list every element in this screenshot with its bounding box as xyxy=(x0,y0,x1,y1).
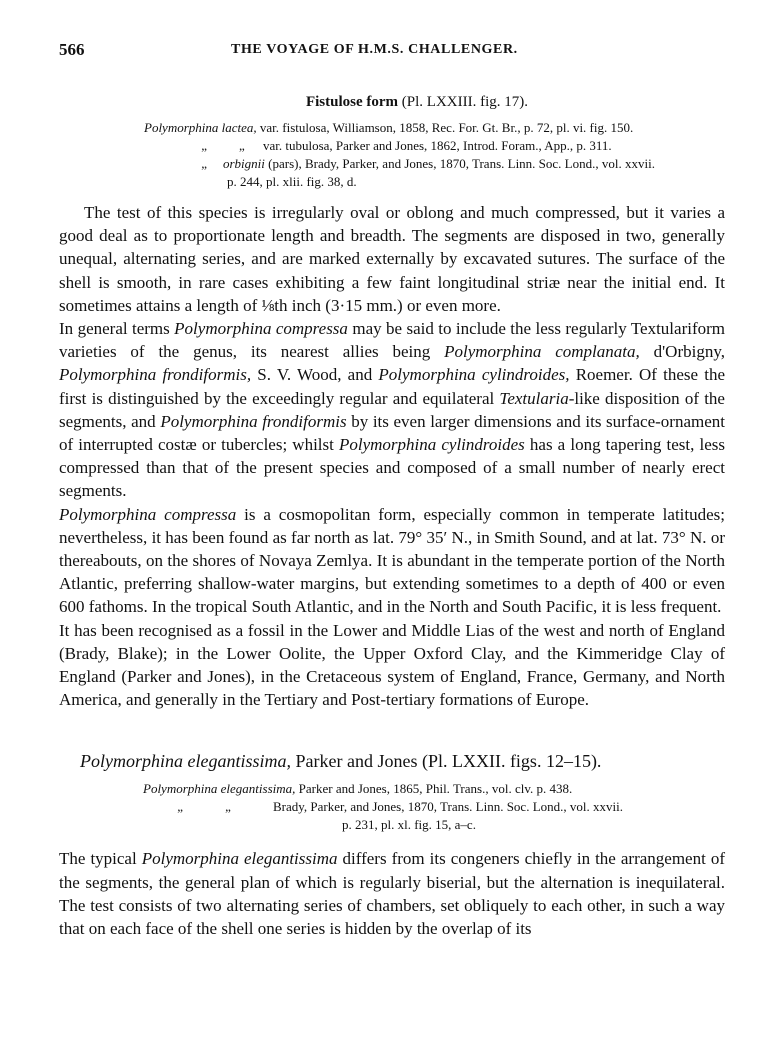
page xyxy=(59,40,725,940)
ditto-mark: „ xyxy=(239,138,245,153)
species-name: Polymorphina elegantissima, xyxy=(80,751,291,772)
synonym-line xyxy=(59,137,725,155)
synonym-name: orbignii xyxy=(223,156,265,171)
synonym-citation: p. 231, pl. xl. fig. 15, a–c. xyxy=(342,817,476,833)
ditto-mark: „ xyxy=(225,799,231,815)
ditto-mark: „ xyxy=(201,138,207,153)
paragraph: It has been recognised as a fossil in the Lower and Middle Lias of the west and north of England (Brady, Blake); in the Lower Oolite, the Upper Oxford Clay, and the Kimmeridge Clay of England (Parker and Jones), in the Cretaceous system of England, France, Germany, and North America, and generally in the Tertiary and Post-tertiary formations of Europe. xyxy=(59,620,725,710)
synonym-citation: var. tubulosa, Parker and Jones, 1862, Introd. Foram., App., p. 311. xyxy=(263,138,612,153)
synonym-name: Polymorphina elegantissima, xyxy=(143,781,296,797)
synonym-citation: p. 244, pl. xlii. fig. 38, d. xyxy=(227,174,357,189)
page-number: 566 xyxy=(59,40,85,59)
page-header xyxy=(59,40,725,62)
fistulose-heading-bold: Fistulose form xyxy=(305,94,399,110)
synonym-line xyxy=(59,173,725,191)
elegantissima-synonymy xyxy=(59,780,725,834)
fistulose-synonymy xyxy=(59,119,725,191)
synonym-line xyxy=(59,780,725,798)
paragraph: In general terms Polymorphina compressa may be said to include the less regularly Textulariform varieties of the genus, its nearest allies being Polymorphina complanata, d'Orbigny, Polymorphina frondiformis, S. V. Wood, and Polymorphina cylindroides, Roemer. Of these the first is distinguished by the exceedingly regular and equilateral Textularia-like disposition of the segments, and Polymorphina frondiformis by its even larger dimensions and its surface-ornament of interrupted costæ or tubercles; whilst Polymorphina cylindroides has a long tapering test, less compressed than that of the present species and composed of a small number of nearly erect segments. xyxy=(59,319,726,501)
synonym-line xyxy=(59,119,725,137)
fistulose-heading xyxy=(59,94,725,111)
synonym-citation: var. fistulosa, Williamson, 1858, Rec. For. Gt. Br., p. 72, pl. vi. fig. 150. xyxy=(256,120,634,135)
synonym-line xyxy=(59,816,725,834)
running-title: THE VOYAGE OF H.M.S. CHALLENGER. xyxy=(231,42,518,57)
synonym-name: Polymorphina lactea, xyxy=(144,120,257,135)
synonym-citation: Parker and Jones, 1865, Phil. Trans., vol. clv. p. 438. xyxy=(295,781,573,797)
paragraph: The typical Polymorphina elegantissima differs from its congeners chiefly in the arrangement of the segments, the general plan of which is regularly biserial, but the alternation is inequilateral. The test consists of two alternating series of chambers, set obliquely to each other, in such a way that on each face of the shell one series is hidden by the overlap of its xyxy=(59,849,725,939)
paragraph: The test of this species is irregularly oval or oblong and much compressed, but it varies a good deal as to proportionate length and breadth. The segments are disposed in two, generally unequal, alternating series, and are marked externally by excavated sutures. The surface of the shell is smooth, in rare cases exhibiting a few faint longitudinal striæ near the initial end. It sometimes attains a length of ⅛th inch (3·15 mm.) or even more. xyxy=(59,203,725,315)
fistulose-heading-ref: (Pl. LXXIII. fig. 17). xyxy=(398,94,529,110)
species-authority: Parker and Jones (Pl. LXXII. figs. 12–15). xyxy=(290,751,602,772)
ditto-mark: „ xyxy=(177,799,183,815)
species-heading xyxy=(59,751,725,772)
synonym-line xyxy=(59,155,725,173)
paragraph: Polymorphina compressa is a cosmopolitan form, especially common in temperate latitudes; nevertheless, it has been found as far north as lat. 79° 35′ N., in Smith Sound, and at lat. 73° N. or thereabouts, on the shores of Novaya Zemlya. It is abundant in the temperate portion of the North Atlantic, preferring shallow-water margins, but extending sometimes to a depth of 400 or even 600 fathoms. In the tropical South Atlantic, and in the North and South Pacific, it is less frequent. xyxy=(59,504,726,617)
ditto-mark: „ xyxy=(201,156,207,171)
synonym-citation: Brady, Parker, and Jones, 1870, Trans. Linn. Soc. Lond., vol. xxvii. xyxy=(273,799,623,815)
synonym-citation: (pars), Brady, Parker, and Jones, 1870, Trans. Linn. Soc. Lond., vol. xxvii. xyxy=(264,156,655,171)
synonym-line xyxy=(59,798,725,816)
